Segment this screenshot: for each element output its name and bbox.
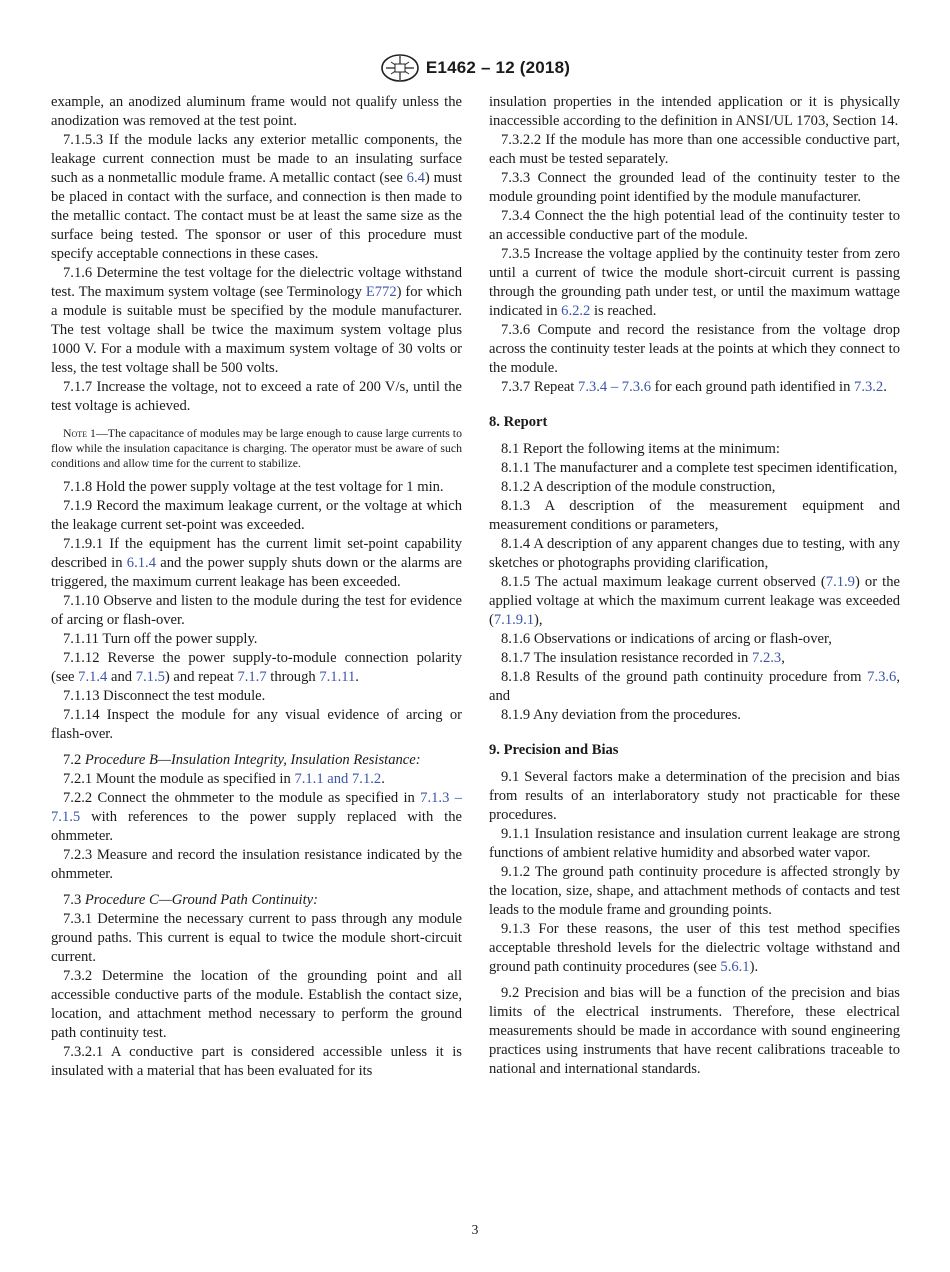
section-link[interactable]: 7.2.3 xyxy=(752,650,782,666)
section-heading-precision-bias: 9. Precision and Bias xyxy=(489,742,619,758)
paragraph: 8.1.7 The insulation resistance recorded in 7.2.3, xyxy=(501,650,785,666)
paragraph: 7.1.6 Determine the test voltage for the dielectric voltage withstand test. The maximum system voltage (see Terminology E772) for which a module is suitable must be specified by the module manufacturer. The test voltage shall be twice the maximum system voltage plus 1000 V. For a module with a maximum system voltage of 30 volts or less, the test voltage shall be 500 volts. xyxy=(51,265,462,376)
left-column xyxy=(51,93,462,1081)
section-link[interactable]: 7.1.1 and 7.1.2 xyxy=(294,771,382,787)
paragraph: 7.1.11 Turn off the power supply. xyxy=(63,631,258,647)
paragraph: example, an anodized aluminum frame would not qualify unless the anodization was removed at the test point. xyxy=(51,94,462,129)
section-link[interactable]: 7.1.9.1 xyxy=(493,612,535,628)
note-label: Note xyxy=(63,426,88,440)
paragraph: 7.2.1 Mount the module as specified in 7.1.1 and 7.1.2. xyxy=(63,771,385,787)
paragraph: 7.1.12 Reverse the power supply-to-module connection polarity (see 7.1.4 and 7.1.5) and repeat 7.1.7 through 7.1.11. xyxy=(51,650,462,685)
section-heading-report: 8. Report xyxy=(489,414,548,430)
paragraph: 7.1.13 Disconnect the test module. xyxy=(63,688,266,704)
paragraph: 7.2.3 Measure and record the insulation resistance indicated by the ohmmeter. xyxy=(51,847,462,882)
subsection-heading: 7.3 Procedure C—Ground Path Continuity: xyxy=(63,892,318,908)
paragraph: 7.1.10 Observe and listen to the module during the test for evidence of arcing or flash-over. xyxy=(51,593,462,628)
paragraph: 9.2 Precision and bias will be a function of the precision and bias limits of the electrical instruments. Therefore, these electrical measurements should be made in accordance with sound engineering practices using instruments that have recent calibrations traceable to national and international standards. xyxy=(489,985,900,1077)
paragraph: 8.1 Report the following items at the minimum: xyxy=(501,441,780,457)
note: Note 1—The capacitance of modules may be large enough to cause large currents to flow while the insulation capacitance is charging. The operator must be aware of such conditions and allow time for the current to stabilize. xyxy=(51,426,462,470)
paragraph: 7.3.5 Increase the voltage applied by the continuity tester from zero until a current of twice the module short-circuit current is passing through the grounding path under test, or until the maximum wattage indicated in 6.2.2 is reached. xyxy=(489,246,900,319)
paragraph: 8.1.6 Observations or indications of arcing or flash-over, xyxy=(501,631,832,647)
paragraph: 7.3.7 Repeat 7.3.4 – 7.3.6 for each ground path identified in 7.3.2. xyxy=(501,379,887,395)
paragraph: 9.1 Several factors make a determination of the precision and bias from results of an interlaboratory study not practicable for these procedures. xyxy=(489,769,900,823)
section-link[interactable]: 7.1.3 – 7.1.5 xyxy=(51,790,462,825)
paragraph: 7.1.7 Increase the voltage, not to exceed a rate of 200 V/s, until the test voltage is achieved. xyxy=(51,379,462,414)
paragraph: 7.3.2 Determine the location of the grounding point and all accessible conductive parts of the module. Establish the contact size, location, and attachment method necessary to perform the ground path continuity test. xyxy=(51,968,462,1041)
standard-link[interactable]: E772 xyxy=(365,284,397,300)
paragraph: 7.3.6 Compute and record the resistance from the voltage drop across the continuity tester leads at the points at which they connect to the module. xyxy=(489,322,900,376)
paragraph: 7.1.9 Record the maximum leakage current, or the voltage at which the leakage current set-point was exceeded. xyxy=(51,498,462,533)
paragraph: 8.1.5 The actual maximum leakage current observed (7.1.9) or the applied voltage at which the maximum current leakage was exceeded (7.1.9.1), xyxy=(489,574,900,628)
section-link[interactable]: 6.2.2 xyxy=(561,303,591,319)
paragraph: 9.1.3 For these reasons, the user of this test method specifies acceptable threshold levels for the dielectric voltage withstand and ground path continuity procedures (see 5.6.1). xyxy=(489,921,900,975)
section-link[interactable]: 7.3.6 xyxy=(867,669,897,685)
paragraph: 7.1.14 Inspect the module for any visual evidence of arcing or flash-over. xyxy=(51,707,462,742)
paragraph: 8.1.3 A description of the measurement equipment and measurement conditions or parameters, xyxy=(489,498,900,533)
paragraph: 7.3.2.1 A conductive part is considered accessible unless it is insulated with a material that has been evaluated for its xyxy=(51,1044,462,1079)
section-link[interactable]: 5.6.1 xyxy=(720,959,750,975)
paragraph: 8.1.2 A description of the module construction, xyxy=(501,479,776,495)
paragraph: 7.1.5.3 If the module lacks any exterior metallic components, the leakage current connection must be made to an insulating surface such as a nonmetallic module frame. A metallic contact (see 6.4) must be placed in contact with the surface, and connection is then made to the metallic contact. The contact must be at least the same size as the surface being tested. The sponsor or user of this procedure must specify acceptable connections in these cases. xyxy=(51,132,463,262)
paragraph: 7.2.2 Connect the ohmmeter to the module as specified in 7.1.3 – 7.1.5 with references to the power supply replaced with the ohmmeter. xyxy=(51,790,462,844)
document-id: E1462 – 12 (2018) xyxy=(425,58,571,77)
section-link[interactable]: 6.4 xyxy=(406,170,425,186)
section-link[interactable]: 7.1.4 xyxy=(78,669,108,685)
section-link[interactable]: 7.1.11 xyxy=(319,669,356,685)
paragraph: 7.3.2.2 If the module has more than one accessible conductive part, each must be tested separately. xyxy=(489,132,900,167)
section-link[interactable]: 6.1.4 xyxy=(126,555,156,571)
paragraph: 7.3.3 Connect the grounded lead of the continuity tester to the module grounding point identified by the module manufacturer. xyxy=(489,170,900,205)
paragraph: 8.1.4 A description of any apparent changes due to testing, with any sketches or photographs providing clarification, xyxy=(489,536,900,571)
paragraph: 7.3.4 Connect the the high potential lead of the continuity tester to an accessible conductive part of the module. xyxy=(489,208,900,243)
paragraph: 8.1.1 The manufacturer and a complete test specimen identification, xyxy=(501,460,898,476)
section-link[interactable]: 7.3.2 xyxy=(854,379,884,395)
subsection-heading: 7.2 Procedure B—Insulation Integrity, Insulation Resistance: xyxy=(63,752,421,768)
paragraph: 7.3.1 Determine the necessary current to pass through any module ground paths. This current is equal to twice the module short-circuit current. xyxy=(51,911,462,965)
section-link[interactable]: 7.3.4 – 7.3.6 xyxy=(578,379,651,395)
paragraph: insulation properties in the intended application or it is physically inaccessible according to the definition in ANSI/UL 1703, Section 14. xyxy=(489,94,900,129)
paragraph: 8.1.9 Any deviation from the procedures. xyxy=(501,707,741,723)
paragraph: 9.1.1 Insulation resistance and insulation current leakage are strong functions of ambient relative humidity and absorbed water vapor. xyxy=(489,826,900,861)
section-link[interactable]: 7.1.7 xyxy=(237,669,267,685)
page-number: 3 xyxy=(471,1222,479,1237)
section-link[interactable]: 7.1.9 xyxy=(825,574,855,590)
paragraph: 7.1.9.1 If the equipment has the current limit set-point capability described in 6.1.4 and the power supply shuts down or the alarms are triggered, the maximum current leakage has been exceeded. xyxy=(51,536,462,590)
right-column xyxy=(489,93,900,1079)
astm-logo-icon xyxy=(380,53,420,83)
section-link[interactable]: 7.1.5 xyxy=(135,669,165,685)
paragraph: 8.1.8 Results of the ground path continuity procedure from 7.3.6, and xyxy=(489,669,900,704)
page-header xyxy=(0,50,950,86)
paragraph: 9.1.2 The ground path continuity procedure is affected strongly by the location, size, shape, and attachment methods of contacts and test leads to the module frame and grounding points. xyxy=(489,864,900,918)
paragraph: 7.1.8 Hold the power supply voltage at the test voltage for 1 min. xyxy=(63,479,444,495)
